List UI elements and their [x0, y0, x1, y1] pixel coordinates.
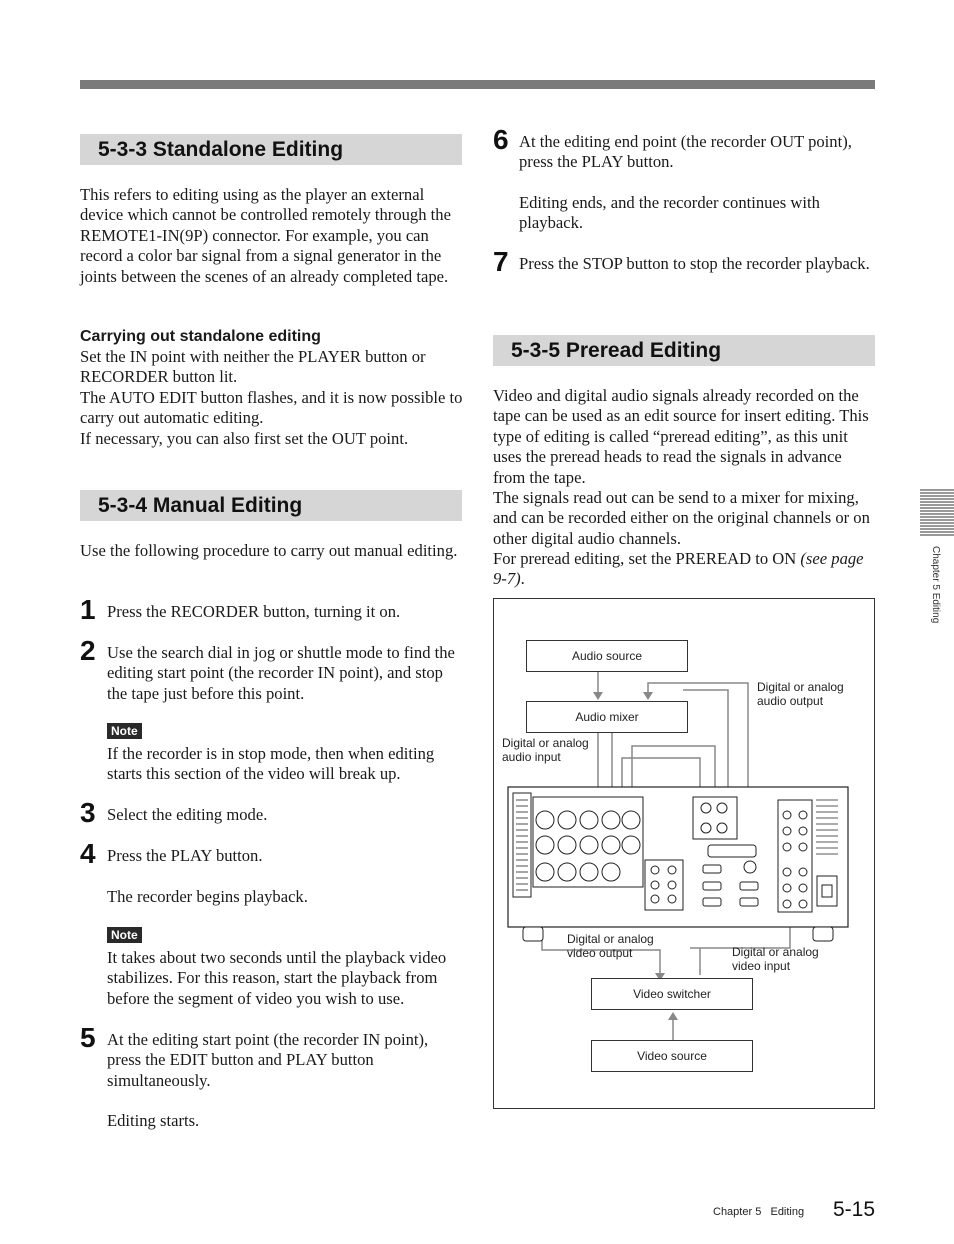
preread-body-2: The signals read out can be send to a mixer for mixing, and can be recorded either on the original channels or on other digital audio channels. [493, 488, 870, 548]
step-1-number: 1 [80, 594, 96, 625]
side-chapter-label: Chapter 5 Editing [930, 546, 941, 624]
step-6-text: At the editing end point (the recorder OUT point), press the PLAY button. [519, 132, 852, 172]
step-3-text: Select the editing mode. [107, 805, 268, 824]
step-7-text: Press the STOP button to stop the recorder playback. [519, 254, 870, 273]
video-source-box: Video source [591, 1040, 753, 1072]
step-7-number: 7 [493, 246, 509, 277]
section-title-preread-editing: 5-3-5 Preread Editing [493, 335, 875, 366]
preread-body-3: For preread editing, set the PREREAD to ON (see page 9-7). [493, 549, 864, 589]
step-6-result: Editing ends, and the recorder continues with playback. [519, 193, 820, 233]
note-badge-1: Note [107, 723, 142, 739]
chapter-thumb-index [920, 487, 954, 537]
standalone-body-2: The AUTO EDIT button flashes, and it is now possible to carry out automatic editing. [80, 388, 463, 428]
page-reference-link: (see page 9-7) [493, 549, 864, 589]
footer-chapter: Chapter 5 Editing [713, 1206, 805, 1218]
audio-source-box: Audio source [526, 640, 688, 672]
note-badge-2: Note [107, 927, 142, 943]
standalone-subhead: Carrying out standalone editing [80, 328, 321, 345]
step-3-number: 3 [80, 797, 96, 828]
label-video-input: Digital or analog video input [732, 945, 819, 973]
step-5-result: Editing starts. [107, 1111, 200, 1130]
audio-mixer-box: Audio mixer [526, 701, 688, 733]
note-2-text: It takes about two seconds until the playback video stabilizes. For this reason, start the playback from before the segment of video you wish to use. [107, 948, 447, 1008]
label-audio-input: Digital or analog audio input [502, 736, 589, 764]
standalone-body-1: Set the IN point with neither the PLAYER button or RECORDER button lit. [80, 347, 426, 387]
step-2-text: Use the search dial in jog or shuttle mode to find the editing start point (the recorder IN point), and stop the tape just before this point. [107, 643, 455, 703]
note-1-text: If the recorder is in stop mode, then when editing starts this section of the video will break up. [107, 744, 435, 784]
step-2-number: 2 [80, 635, 96, 666]
label-video-output: Digital or analog video output [567, 932, 654, 960]
label-audio-output: Digital or analog audio output [757, 680, 844, 708]
step-4-text: Press the PLAY button. [107, 846, 263, 865]
step-5-text: At the editing start point (the recorder IN point), press the EDIT button and PLAY button simultaneously. [107, 1030, 429, 1090]
section-title-standalone-editing: 5-3-3 Standalone Editing [80, 134, 462, 165]
video-switcher-box: Video switcher [591, 978, 753, 1010]
step-1-text: Press the RECORDER button, turning it on. [107, 602, 401, 621]
manual-intro: Use the following procedure to carry out manual editing. [80, 541, 458, 560]
standalone-intro: This refers to editing using as the player an external device which cannot be controlled remotely through the REMOTE1-IN(9P) connector. For example, you can record a color bar signal from a signal generator in the joints between the scenes of an already completed tape. [80, 185, 451, 286]
standalone-body-3: If necessary, you can also first set the OUT point. [80, 429, 409, 448]
step-4-result: The recorder begins playback. [107, 887, 308, 906]
step-4-number: 4 [80, 838, 96, 869]
preread-body-1: Video and digital audio signals already recorded on the tape can be used as an edit source for insert editing. This type of editing is called “preread editing”, as this unit uses the preread heads to read the signals in advance from the tape. [493, 386, 869, 487]
recorder-rear-panel [508, 787, 848, 941]
step-5-number: 5 [80, 1022, 96, 1053]
step-6-number: 6 [493, 124, 509, 155]
section-title-manual-editing: 5-3-4 Manual Editing [80, 490, 462, 521]
page-number: 5-15 [833, 1198, 876, 1221]
